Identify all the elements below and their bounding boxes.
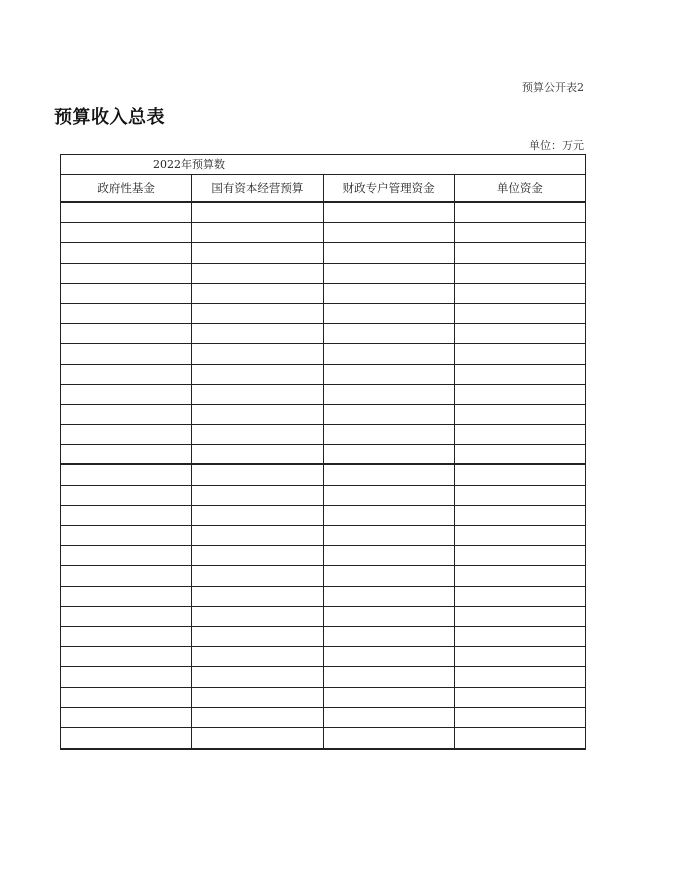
table-row bbox=[61, 365, 585, 385]
column-header-special-account-funds: 财政专户管理资金 bbox=[324, 175, 455, 201]
table-cell bbox=[61, 486, 192, 505]
table-cell bbox=[324, 546, 455, 565]
table-cell bbox=[192, 667, 323, 686]
table-cell bbox=[324, 223, 455, 242]
table-cell bbox=[61, 688, 192, 707]
table-cell bbox=[61, 385, 192, 404]
table-cell bbox=[61, 546, 192, 565]
table-cell bbox=[192, 546, 323, 565]
table-cell bbox=[192, 445, 323, 463]
table-cell bbox=[455, 728, 585, 748]
table-body bbox=[61, 203, 585, 748]
table-cell bbox=[192, 324, 323, 343]
table-cell bbox=[455, 385, 585, 404]
column-header-state-capital-budget: 国有资本经营预算 bbox=[192, 175, 323, 201]
table-cell bbox=[455, 243, 585, 262]
table-cell bbox=[324, 566, 455, 585]
table-row bbox=[61, 203, 585, 223]
table-cell bbox=[61, 587, 192, 606]
table-cell bbox=[61, 344, 192, 363]
table-cell bbox=[324, 486, 455, 505]
table-row bbox=[61, 324, 585, 344]
table-cell bbox=[61, 708, 192, 727]
table-cell bbox=[192, 385, 323, 404]
table-cell bbox=[455, 365, 585, 384]
page-title: 预算收入总表 bbox=[54, 107, 165, 128]
table-cell bbox=[61, 607, 192, 626]
table-cell bbox=[61, 405, 192, 424]
table-row bbox=[61, 243, 585, 263]
table-cell bbox=[455, 405, 585, 424]
table-cell bbox=[61, 647, 192, 666]
table-cell bbox=[455, 223, 585, 242]
table-cell bbox=[324, 243, 455, 262]
table-cell bbox=[61, 243, 192, 262]
table-row bbox=[61, 304, 585, 324]
budget-revenue-table bbox=[60, 154, 586, 750]
table-cell bbox=[61, 425, 192, 444]
table-cell bbox=[61, 728, 192, 748]
table-cell bbox=[324, 365, 455, 384]
table-row bbox=[61, 465, 585, 485]
table-cell bbox=[61, 506, 192, 525]
table-cell bbox=[192, 647, 323, 666]
table-cell bbox=[455, 486, 585, 505]
table-row bbox=[61, 506, 585, 526]
table-row bbox=[61, 526, 585, 546]
table-cell bbox=[455, 566, 585, 585]
table-cell bbox=[324, 667, 455, 686]
table-cell bbox=[192, 465, 323, 484]
table-row bbox=[61, 385, 585, 405]
table-cell bbox=[455, 203, 585, 222]
table-row bbox=[61, 486, 585, 506]
table-cell bbox=[192, 688, 323, 707]
table-cell bbox=[324, 264, 455, 283]
table-row bbox=[61, 546, 585, 566]
table-cell bbox=[455, 425, 585, 444]
table-cell bbox=[192, 243, 323, 262]
table-cell bbox=[455, 526, 585, 545]
table-row bbox=[61, 708, 585, 728]
table-cell bbox=[61, 566, 192, 585]
column-header-government-funds: 政府性基金 bbox=[61, 175, 192, 201]
table-row bbox=[61, 223, 585, 243]
table-cell bbox=[61, 465, 192, 484]
table-cell bbox=[192, 264, 323, 283]
table-cell bbox=[192, 708, 323, 727]
table-cell bbox=[455, 627, 585, 646]
table-row bbox=[61, 284, 585, 304]
table-cell bbox=[455, 667, 585, 686]
budget-year-group-header: 2022年预算数 bbox=[61, 155, 585, 175]
column-header-row bbox=[61, 175, 585, 203]
table-cell bbox=[61, 264, 192, 283]
table-cell bbox=[455, 465, 585, 484]
table-row bbox=[61, 607, 585, 627]
table-cell bbox=[324, 324, 455, 343]
table-cell bbox=[192, 344, 323, 363]
table-cell bbox=[192, 506, 323, 525]
table-cell bbox=[455, 607, 585, 626]
table-cell bbox=[324, 506, 455, 525]
table-cell bbox=[324, 627, 455, 646]
table-cell bbox=[455, 708, 585, 727]
table-cell bbox=[455, 284, 585, 303]
table-cell bbox=[324, 405, 455, 424]
table-cell bbox=[61, 445, 192, 463]
table-cell bbox=[324, 465, 455, 484]
table-cell bbox=[324, 203, 455, 222]
unit-label: 单位：万元 bbox=[529, 139, 584, 152]
table-row bbox=[61, 587, 585, 607]
table-code-label: 预算公开表2 bbox=[522, 81, 584, 94]
table-row bbox=[61, 405, 585, 425]
table-cell bbox=[61, 526, 192, 545]
table-cell bbox=[455, 344, 585, 363]
table-row bbox=[61, 647, 585, 667]
table-cell bbox=[324, 284, 455, 303]
table-cell bbox=[324, 425, 455, 444]
table-cell bbox=[192, 607, 323, 626]
table-row bbox=[61, 667, 585, 687]
table-cell bbox=[324, 607, 455, 626]
table-row bbox=[61, 445, 585, 465]
table-row bbox=[61, 344, 585, 364]
table-cell bbox=[192, 486, 323, 505]
table-cell bbox=[455, 546, 585, 565]
table-cell bbox=[324, 344, 455, 363]
table-cell bbox=[324, 445, 455, 463]
table-cell bbox=[192, 405, 323, 424]
table-cell bbox=[192, 566, 323, 585]
table-cell bbox=[192, 728, 323, 748]
table-cell bbox=[455, 647, 585, 666]
table-cell bbox=[455, 304, 585, 323]
table-row bbox=[61, 627, 585, 647]
table-cell bbox=[324, 304, 455, 323]
table-cell bbox=[192, 304, 323, 323]
table-cell bbox=[455, 324, 585, 343]
column-header-unit-funds: 单位资金 bbox=[496, 181, 543, 195]
table-cell bbox=[455, 587, 585, 606]
table-cell bbox=[324, 688, 455, 707]
table-cell bbox=[192, 223, 323, 242]
table-cell bbox=[192, 425, 323, 444]
table-cell bbox=[192, 587, 323, 606]
table-cell bbox=[61, 365, 192, 384]
table-cell bbox=[324, 587, 455, 606]
table-cell bbox=[61, 223, 192, 242]
table-cell bbox=[455, 445, 585, 463]
table-cell bbox=[324, 728, 455, 748]
table-cell bbox=[61, 667, 192, 686]
table-cell bbox=[192, 284, 323, 303]
table-cell bbox=[192, 365, 323, 384]
table-cell bbox=[61, 324, 192, 343]
table-cell bbox=[61, 627, 192, 646]
table-row bbox=[61, 688, 585, 708]
table-cell bbox=[192, 627, 323, 646]
table-cell bbox=[324, 708, 455, 727]
table-row bbox=[61, 728, 585, 748]
table-cell bbox=[455, 688, 585, 707]
table-cell bbox=[455, 506, 585, 525]
table-cell bbox=[455, 264, 585, 283]
table-row bbox=[61, 264, 585, 284]
table-cell bbox=[192, 203, 323, 222]
table-cell bbox=[324, 526, 455, 545]
table-cell bbox=[61, 203, 192, 222]
table-row bbox=[61, 425, 585, 445]
table-row bbox=[61, 566, 585, 586]
table-cell bbox=[61, 284, 192, 303]
table-cell bbox=[61, 304, 192, 323]
table-cell bbox=[324, 385, 455, 404]
table-cell bbox=[192, 526, 323, 545]
table-cell bbox=[324, 647, 455, 666]
